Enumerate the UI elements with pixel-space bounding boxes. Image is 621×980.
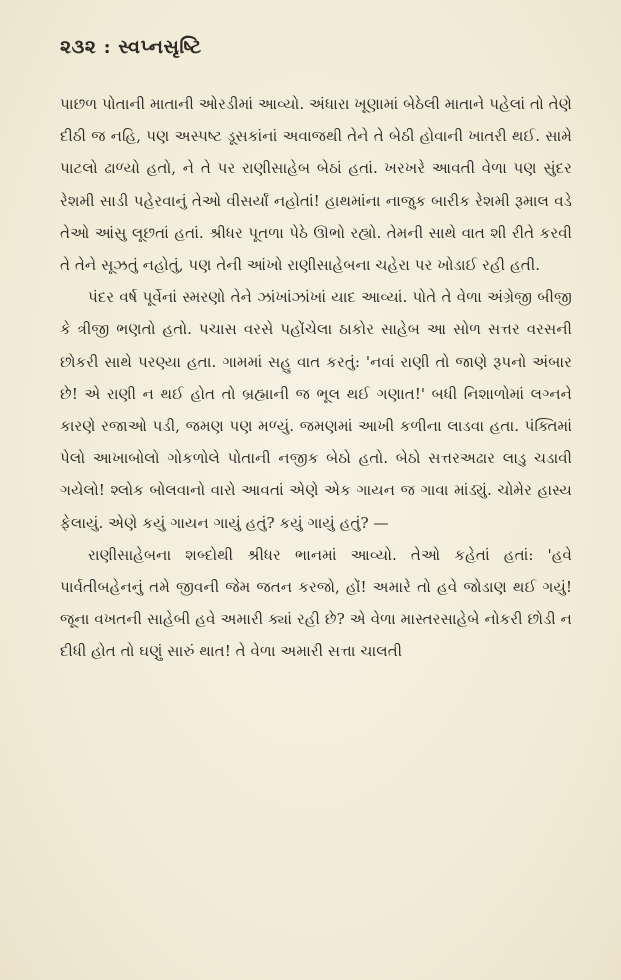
paragraph-3: રાણીસાહેબના શબ્દોથી શ્રીધર ભાનમાં આવ્યો. તેઓ કહેતાં હતાં: 'હવે પાર્વતીબહેનનું તમે જીવની જેમ જતન કરજો, હોં! અમારે તો હવે જોડાણ થઈ ગયું! જૂના વખતની સાહેબી હવે અમારી ક્યાં રહી છે? એ વેળા માસ્તરસાહેબે નોકરી છોડી ન દીધી હોત તો ઘણું સારું થાત! તે વેળા અમારી સત્તા ચાલતી — [60, 545, 572, 661]
paragraph-2: પંદર વર્ષ પૂર્વેનાં સ્મરણો તેને ઝાંખાંઝાંખાં યાદ આવ્યાં. પોતે તે વેળા અંગ્રેજી બીજી કે ત્રીજી ભણતો હતો. પચાસ વરસે પહોંચેલા ઠાકોર સાહેબ આ સોળ સત્તર વરસની છોકરી સાથે પરણ્યા હતા. ગામમાં સહુ વાત કરતું: 'નવાં રાણી તો જાણે રૂપનો અંબાર છે! એ રાણી ન થઈ હોત તો બ્રહ્માની જ ભૂલ થઈ ગણાત!' બધી નિશાળોમાં લગ્નને કારણે રજાઓ પડી, જમણ પણ મળ્યું. જમણમાં આખી કળીના લાડવા હતા. પંક્તિમાં પેલો આખાબોલો ગોકળોલે પોતાની નજીક બેઠો હતો. બેઠો સત્તરઅઢાર લાડુ ચડાવી ગયેલો! શ્લોક બોલવાનો વારો આવતાં એણે એક ગાયન જ ગાવા માંડ્યું. ચોમેર હાસ્ય ફેલાયું. એણે કયું ગાયન ગાયું હતું? કયું ગાયું હતું? — — [60, 288, 572, 532]
paragraph-1: પાછળ પોતાની માતાની ઓરડીમાં આવ્યો. અંધારા ખૂણામાં બેઠેલી માતાને પહેલાં તો તેણે દીઠી જ નહિ, પણ અસ્પષ્ટ ડૂસકાંનાં અવાજથી તેને તે બેઠી હોવાની ખાતરી થઈ. સામે પાટલો ઢાળ્યો હતો, ને તે પર રાણીસાહેબ બેઠાં હતાં. ખરખરે આવતી વેળા પણ સુંદર રેશમી સાડી પહેરવાનું તેઓ વીસર્યાં નહોતાં! હાથમાંના નાજુક બારીક રેશમી રૂમાલ વડે તેઓ આંસુ લૂછતાં હતાં. શ્રીધર પૂતળા પેઠે ઊભો રહ્યો. તેમની સાથે વાત શી રીતે કરવી તે તેને સૂઝતું નહોતું, પણ તેની આંખો રાણીસાહેબના ચહેરા પર ખોડાઈ રહી હતી. — [60, 95, 572, 275]
body-text — [60, 88, 572, 668]
running-head: ૨૩૨ : સ્વપ્નસૃષ્ટિ — [60, 36, 202, 58]
